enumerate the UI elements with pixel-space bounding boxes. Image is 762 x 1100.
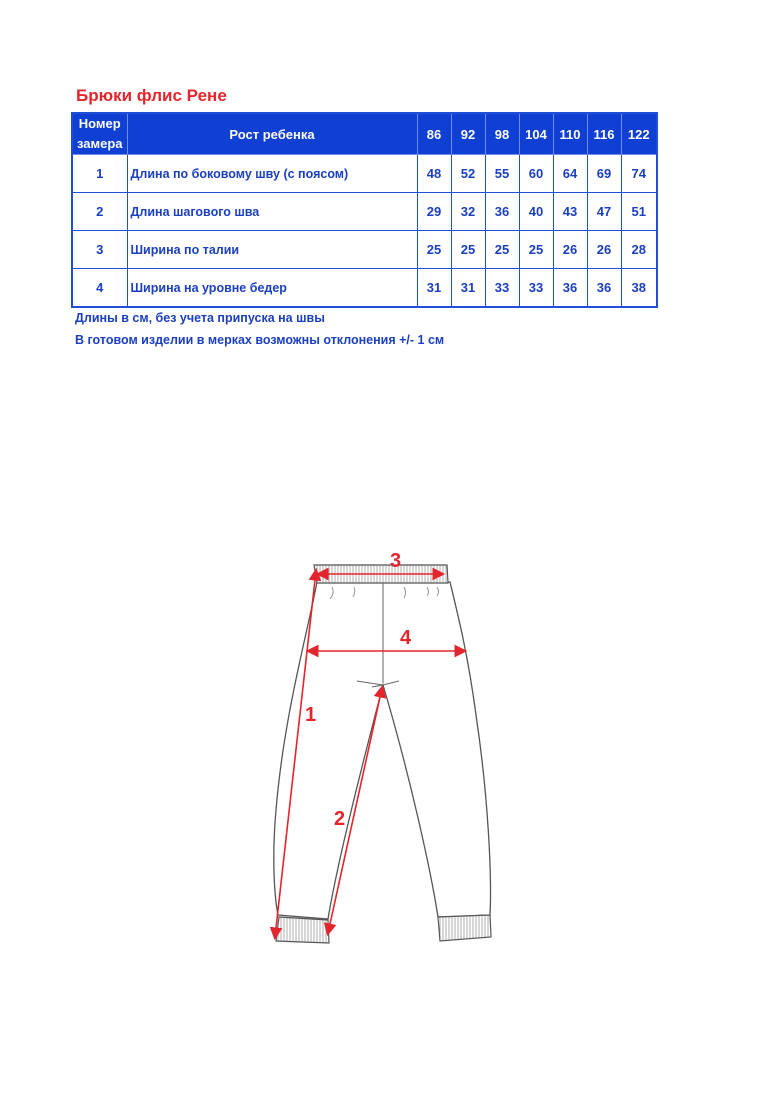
row-number: 2 — [72, 193, 127, 231]
pants-diagram — [262, 545, 497, 945]
measure-name: Ширина на уровне бедер — [127, 269, 417, 308]
measure-value: 40 — [519, 193, 553, 231]
measure-value: 31 — [451, 269, 485, 308]
measure-value: 38 — [621, 269, 657, 308]
measure-value: 43 — [553, 193, 587, 231]
right-cuff — [438, 915, 491, 941]
row-number: 1 — [72, 155, 127, 193]
measure-value: 26 — [553, 231, 587, 269]
measure-value: 32 — [451, 193, 485, 231]
measure-value: 36 — [587, 269, 621, 308]
measure-value: 64 — [553, 155, 587, 193]
measure-name: Длина шагового шва — [127, 193, 417, 231]
row-number: 3 — [72, 231, 127, 269]
measure-value: 48 — [417, 155, 451, 193]
marker-2: 2 — [334, 808, 346, 830]
measure-value: 55 — [485, 155, 519, 193]
header-size: 104 — [519, 113, 553, 155]
measure-value: 33 — [485, 269, 519, 308]
measure-value: 69 — [587, 155, 621, 193]
product-title: Брюки флис Рене — [76, 86, 227, 105]
measure-value: 25 — [451, 231, 485, 269]
header-num-line2: замера — [76, 136, 123, 151]
measure-value: 47 — [587, 193, 621, 231]
measure-value: 28 — [621, 231, 657, 269]
measure-value: 25 — [519, 231, 553, 269]
measure-value: 36 — [553, 269, 587, 308]
measure-name: Длина по боковому шву (с поясом) — [127, 155, 417, 193]
measure-value: 26 — [587, 231, 621, 269]
marker-1: 1 — [305, 704, 317, 726]
measure-value: 29 — [417, 193, 451, 231]
header-size: 98 — [485, 113, 519, 155]
table-row — [72, 269, 657, 308]
table-header-row — [72, 113, 657, 155]
header-size: 92 — [451, 113, 485, 155]
measure-name: Ширина по талии — [127, 231, 417, 269]
marker-4: 4 — [400, 627, 412, 649]
measure-value: 33 — [519, 269, 553, 308]
header-measure-number — [72, 113, 127, 155]
measure-value: 36 — [485, 193, 519, 231]
measure-value: 25 — [417, 231, 451, 269]
measure-value: 51 — [621, 193, 657, 231]
table-row — [72, 231, 657, 269]
note-units: Длины в см, без учета припуска на швы — [75, 311, 325, 325]
note-tolerance: В готовом изделии в мерках возможны отклонения +/- 1 см — [75, 333, 445, 347]
measure-value: 74 — [621, 155, 657, 193]
marker-3: 3 — [390, 550, 402, 572]
header-size: 116 — [587, 113, 621, 155]
header-num-line1: Номер — [78, 116, 121, 131]
header-child-height: Рост ребенка — [127, 113, 417, 155]
header-size: 110 — [553, 113, 587, 155]
measure-value: 52 — [451, 155, 485, 193]
table-row — [72, 155, 657, 193]
left-cuff — [276, 917, 329, 943]
header-size: 86 — [417, 113, 451, 155]
measure-value: 31 — [417, 269, 451, 308]
measure-value: 25 — [485, 231, 519, 269]
size-chart-table — [71, 112, 658, 308]
measure-value: 60 — [519, 155, 553, 193]
row-number: 4 — [72, 269, 127, 308]
table-row — [72, 193, 657, 231]
header-size: 122 — [621, 113, 657, 155]
pants-outline — [274, 582, 491, 919]
